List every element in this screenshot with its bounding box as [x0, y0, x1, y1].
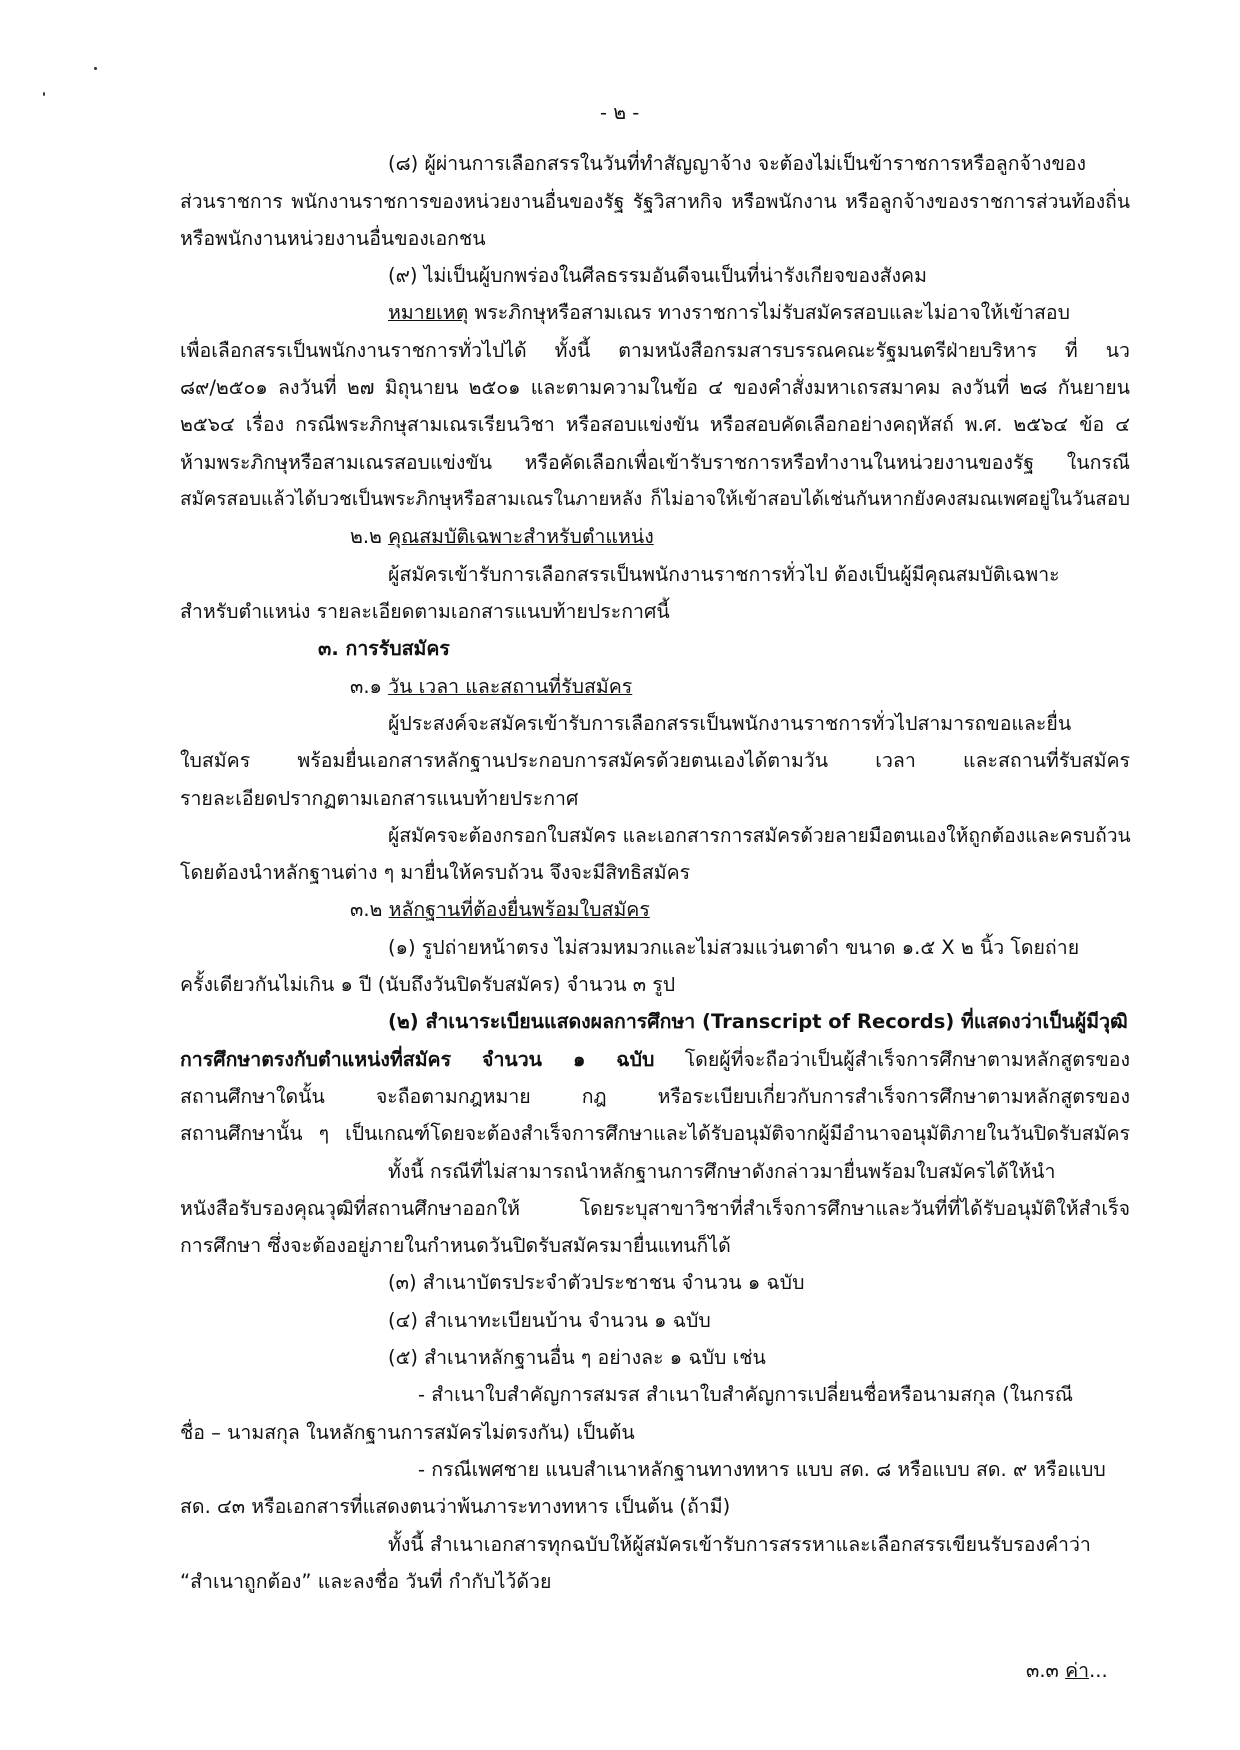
item-8-line-1: (๘) ผู้ผ่านการเลือกสรรในวันที่ทำสัญญาจ้าง จะต้องไม่เป็นข้าราชการหรือลูกจ้างของ: [388, 152, 1087, 175]
note-line-1: [388, 298, 1070, 328]
section-3-1-para-1-line-3: รายละเอียดปรากฏตามเอกสารแนบท้ายประกาศ: [180, 787, 579, 810]
doc-5a-line-2: ชื่อ – นามสกุล ในหลักฐานการสมัครไม่ตรงกัน) เป็นต้น: [180, 1421, 635, 1444]
doc-2-line-2: [180, 1045, 1130, 1075]
certify-line-1: ทั้งนี้ สำเนาเอกสารทุกฉบับให้ผู้สมัครเข้ารับการสรรหาและเลือกสรรเขียนรับรองคำว่า: [388, 1533, 1091, 1556]
doc-2-para-2-line-1: ทั้งนี้ กรณีที่ไม่สามารถนำหลักฐานการศึกษาดังกล่าวมายื่นพร้อมใบสมัครได้ให้นำ: [388, 1160, 1056, 1183]
section-2-2-line-1: ผู้สมัครเข้ารับการเลือกสรรเป็นพนักงานราชการทั่วไป ต้องเป็นผู้มีคุณสมบัติเฉพาะ: [388, 563, 1060, 586]
section-3-1-para-2-line-1: ผู้สมัครจะต้องกรอกใบสมัคร และเอกสารการสมัครด้วยลายมือตนเองให้ถูกต้องและครบถ้วน: [388, 824, 1131, 847]
section-3-1-number: ๓.๑: [350, 675, 389, 698]
doc-2-para-2-line-3: การศึกษา ซึ่งจะต้องอยู่ภายในกำหนดวันปิดรับสมัครมายื่นแทนก็ได้: [180, 1234, 731, 1257]
doc-5a-line-1: - สำเนาใบสำคัญการสมรส สำเนาใบสำคัญการเปลี่ยนชื่อหรือนามสกุล (ในกรณี: [418, 1383, 1073, 1406]
doc-5b-line-2: สด. ๔๓ หรือเอกสารที่แสดงตนว่าพ้นภาระทางทหาร เป็นต้น (ถ้ามี): [180, 1495, 731, 1518]
section-2-2-title: คุณสมบัติเฉพาะสำหรับตำแหน่ง: [388, 525, 654, 548]
doc-3: (๓) สำเนาบัตรประจำตัวประชาชน จำนวน ๑ ฉบับ: [388, 1271, 805, 1294]
section-2-2-heading: [350, 522, 654, 552]
section-3-1-para-2-line-2: โดยต้องนำหลักฐานต่าง ๆ มายื่นให้ครบถ้วน จึงจะมีสิทธิสมัคร: [180, 861, 691, 884]
note-line-6: สมัครสอบแล้วได้บวชเป็นพระภิกษุหรือสามเณรในภายหลัง ก็ไม่อาจให้เข้าสอบได้เช่นกันหากยังคงสมณเพศอยู่ในวันสอบ: [180, 489, 1130, 510]
next-page-ellipsis: ...: [1089, 1659, 1108, 1682]
note-line-2: เพื่อเลือกสรรเป็นพนักงานราชการทั่วไปได้ ทั้งนี้ ตามหนังสือกรมสารบรรณคณะรัฐมนตรีฝ่ายบริหาร ที่ นว: [180, 339, 1130, 362]
note-line-4: ๒๕๖๔ เรื่อง กรณีพระภิกษุสามเณรเรียนวิชา หรือสอบแข่งขัน หรือสอบคัดเลือกอย่างคฤหัสถ์ พ.ศ. ๒๕๖๔ ข้อ ๔: [180, 413, 1130, 436]
section-3-1-para-1-line-1: ผู้ประสงค์จะสมัครเข้ารับการเลือกสรรเป็นพนักงานราชการทั่วไปสามารถขอและยื่น: [388, 712, 1072, 735]
next-page-word: ค่า: [1065, 1659, 1090, 1682]
section-3-2-title: หลักฐานที่ต้องยื่นพร้อมใบสมัคร: [388, 898, 650, 921]
doc-1-line-2: ครั้งเดียวกันไม่เกิน ๑ ปี (นับถึงวันปิดรับสมัคร) จำนวน ๓ รูป: [180, 973, 676, 996]
note-line-5: ห้ามพระภิกษุหรือสามเณรสอบแข่งขัน หรือคัดเลือกเพื่อเข้ารับราชการหรือทำงานในหน่วยงานของรัฐ ในกรณี: [180, 451, 1130, 474]
item-8-line-2: ส่วนราชการ พนักงานราชการของหน่วยงานอื่นของรัฐ รัฐวิสาหกิจ หรือพนักงาน หรือลูกจ้างของราชการส่วนท้องถิ่น: [180, 190, 1130, 213]
doc-2-para-2-line-2: หนังสือรับรองคุณวุฒิที่สถานศึกษาออกให้ โดยระบุสาขาวิชาที่สำเร็จการศึกษาและวันที่ที่ได้รับอนุมัติให้สำเร็จ: [180, 1197, 1130, 1220]
next-page-number: ๓.๓: [1026, 1659, 1066, 1682]
doc-2-line-1: (๒) สำเนาระเบียนแสดงผลการศึกษา (Transcript of Records) ที่แสดงว่าเป็นผู้มีวุฒิ: [388, 1010, 1128, 1033]
section-3-2-number: ๓.๒: [350, 898, 389, 921]
doc-2-line-3: สถานศึกษาใดนั้น จะถือตามกฎหมาย กฎ หรือระเบียบเกี่ยวกับการสำเร็จการศึกษาตามหลักสูตรของ: [180, 1085, 1130, 1108]
doc-2-line-4: สถานศึกษานั้น ๆ เป็นเกณฑ์โดยจะต้องสำเร็จการศึกษาและได้รับอนุมัติจากผู้มีอำนาจอนุมัติภายในวันปิดรับสมัคร: [180, 1122, 1130, 1145]
section-2-2-number: ๒.๒: [350, 525, 389, 548]
section-3-1-para-1-line-2: ใบสมัคร พร้อมยื่นเอกสารหลักฐานประกอบการสมัครด้วยตนเองได้ตามวัน เวลา และสถานที่รับสมัคร: [180, 749, 1130, 772]
note-label: หมายเหตุ: [388, 301, 469, 324]
section-3-1-heading: [350, 672, 632, 702]
page-number: - ๒ -: [600, 101, 640, 124]
certify-line-2: “สำเนาถูกต้อง” และลงชื่อ วันที่ กำกับไว้ด้วย: [180, 1570, 552, 1593]
doc-2-text: โดยผู้ที่จะถือว่าเป็นผู้สำเร็จการศึกษาตามหลักสูตรของ: [654, 1048, 1130, 1071]
doc-1-line-1: (๑) รูปถ่ายหน้าตรง ไม่สวมหมวกและไม่สวมแว่นตาดำ ขนาด ๑.๕ X ๒ นิ้ว โดยถ่าย: [388, 936, 1080, 959]
doc-2-bold-text: การศึกษาตรงกับตำแหน่งที่สมัคร จำนวน ๑ ฉบับ: [180, 1048, 655, 1071]
note-line-3: ๘๙/๒๕๐๑ ลงวันที่ ๒๗ มิถุนายน ๒๕๐๑ และตามความในข้อ ๔ ของคำสั่งมหาเถรสมาคม ลงวันที่ ๒๘ กันยายน: [180, 376, 1130, 399]
doc-5: (๕) สำเนาหลักฐานอื่น ๆ อย่างละ ๑ ฉบับ เช่น: [388, 1346, 766, 1369]
doc-4: (๔) สำเนาทะเบียนบ้าน จำนวน ๑ ฉบับ: [388, 1309, 711, 1332]
section-2-2-line-2: สำหรับตำแหน่ง รายละเอียดตามเอกสารแนบท้ายประกาศนี้: [180, 600, 670, 623]
item-9: (๙) ไม่เป็นผู้บกพร่องในศีลธรรมอันดีจนเป็นที่น่ารังเกียจของสังคม: [388, 264, 927, 287]
item-8-line-3: หรือพนักงานหน่วยงานอื่นของเอกชน: [180, 227, 486, 250]
section-3-heading: ๓. การรับสมัคร: [318, 637, 450, 660]
scan-speck: [94, 67, 97, 70]
scan-speck: [43, 92, 45, 96]
next-page-marker: [1026, 1656, 1108, 1686]
section-3-2-heading: [350, 895, 650, 925]
note-text: พระภิกษุหรือสามเณร ทางราชการไม่รับสมัครสอบและไม่อาจให้เข้าสอบ: [468, 301, 1071, 324]
section-3-1-title: วัน เวลา และสถานที่รับสมัคร: [388, 675, 633, 698]
doc-5b-line-1: - กรณีเพศชาย แนบสำเนาหลักฐานทางทหาร แบบ สด. ๘ หรือแบบ สด. ๙ หรือแบบ: [418, 1458, 1106, 1481]
